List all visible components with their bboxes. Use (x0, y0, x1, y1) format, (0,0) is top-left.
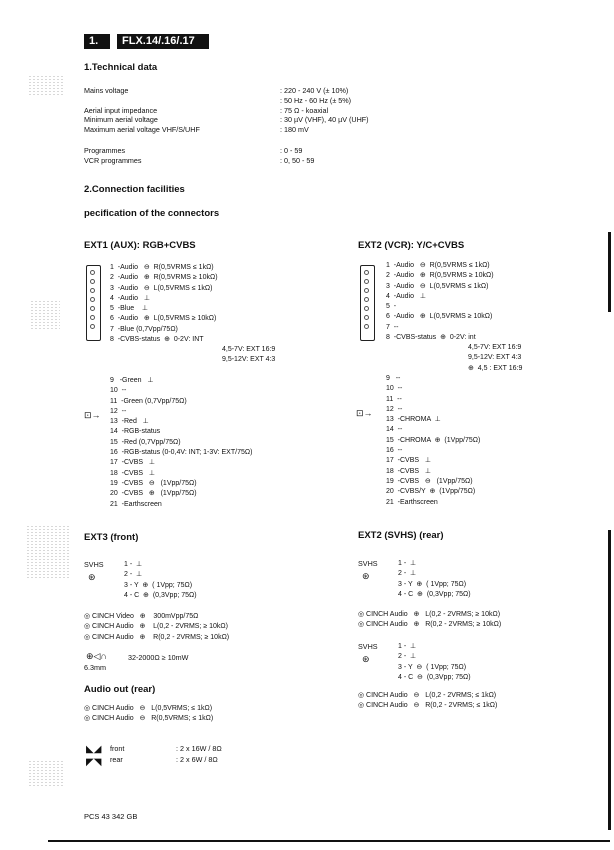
pin-row: 10 -- (110, 387, 127, 395)
pin-row: 6 -Audio ⊕ L(0,5VRMS ≥ 10kΩ) (386, 313, 493, 321)
ext1-status-extra (222, 345, 275, 366)
spec-value: : 50 Hz - 60 Hz (± 5%) (280, 96, 352, 105)
document-code: PCS 43 342 GB (84, 812, 138, 821)
scart-connector-icon (86, 265, 101, 341)
margin-bar (608, 232, 611, 312)
scan-noise (28, 75, 64, 97)
pin-row: 10 -- (386, 385, 403, 393)
ext1-title: EXT1 (AUX): RGB+CVBS (84, 240, 196, 251)
status-line: 4,5-7V: EXT 16:9 (468, 344, 522, 351)
spec-label: Aerial input impedance (84, 106, 158, 115)
headphone-size: 6.3mm (84, 663, 106, 672)
pin-row: 9 -Green ⊥ (110, 377, 154, 384)
spec-value: : 30 µV (VHF), 40 µV (UHF) (280, 115, 369, 124)
pin-row: 15 -CHROMA ⊕ (1Vpp/75Ω) (386, 436, 481, 444)
pin-row: 13 -Red ⊥ (110, 418, 149, 426)
pin-row: 21 -Earthscreen (110, 500, 162, 508)
pin-row: 1 -Audio ⊖ R(0,5VRMS ≤ 1kΩ) (110, 264, 214, 271)
pin-row: 20 -CVBS ⊕ (1Vpp/75Ω) (110, 490, 197, 498)
pin-row: 1 - ⊥ (124, 561, 143, 568)
pin-row: 4 - C ⊖ (0,3Vpp; 75Ω) (398, 673, 471, 681)
ext2-svhs-title: EXT2 (SVHS) (rear) (358, 530, 444, 541)
cinch-row: ◎ CINCH Audio ⊕ R(0,2 - 2VRMS; ≥ 10kΩ) (358, 621, 502, 629)
margin-bar (608, 530, 611, 830)
pin-row: 3 - Y ⊕ ( 1Vpp; 75Ω) (124, 581, 193, 589)
speaker-front-label: front (110, 744, 125, 753)
pin-row: 3 - Y ⊖ ( 1Vpp; 75Ω) (398, 663, 467, 671)
pin-row: 14 -- (386, 426, 403, 434)
status-line: 4,5-7V: EXT 16:9 (222, 346, 276, 353)
cinch-row: ◎ CINCH Audio ⊕ L(0,2 - 2VRMS; ≥ 10kΩ) (84, 623, 228, 631)
pin-row: 16 -RGB-status (0-0,4V: INT; 1-3V: EXT/75Ω) (110, 449, 253, 457)
ext2-status-extra (468, 343, 522, 374)
scan-noise (26, 525, 70, 580)
ext3-svhs-pins (124, 560, 197, 601)
speaker-rear-label: rear (110, 755, 123, 764)
pin-row: 15 -Red (0,7Vpp/75Ω) (110, 438, 181, 446)
pin-row: 12 -- (110, 407, 127, 415)
pin-row: 16 -- (386, 447, 403, 455)
speaker-front-icon: ◣◢ (86, 744, 102, 755)
spec-label: Programmes (84, 146, 126, 155)
spec-value: : 220 - 240 V (± 10%) (280, 86, 349, 95)
ext3-cinch-list (84, 612, 229, 643)
cinch-row: ◎ CINCH Audio ⊖ R(0,2 - 2VRMS; ≤ 1kΩ) (358, 702, 498, 710)
pin-row: 14 -RGB-status (110, 428, 161, 436)
pin-row: 11 -- (386, 395, 402, 403)
status-line: 9,5-12V: EXT 4:3 (468, 354, 522, 362)
ext2-svhs-pins (398, 559, 471, 600)
ext2-title: EXT2 (VCR): Y/C+CVBS (358, 240, 465, 251)
speaker-rear-icon: ◤◥ (86, 757, 102, 768)
section-subtitle: pecification of the connectors (84, 208, 220, 219)
pin-row: 8 -CVBS-status ⊕ 0-2V: int (386, 334, 476, 342)
svhs-socket-icon: ⊛ (362, 571, 370, 581)
pin-row: 20 -CVBS/Y ⊕ (1Vpp/75Ω) (386, 488, 476, 496)
scart-connector-icon (360, 265, 375, 341)
pin-row: 4 - C ⊕ (0,3Vpp; 75Ω) (124, 591, 197, 599)
pin-row: 9 -- (386, 375, 401, 382)
ext2-pins-bottom (386, 374, 480, 508)
svhs-socket-icon: ⊛ (88, 572, 96, 582)
svhs-label: SVHS (358, 559, 378, 568)
pin-row: 1 - ⊥ (398, 560, 417, 567)
ext2-pins-top (386, 261, 494, 343)
svhs-socket-icon: ⊛ (362, 654, 370, 664)
pin-row: 5 -Blue ⊥ (110, 305, 149, 313)
pin-row: 1 -Audio ⊖ R(0,5VRMS ≤ 1kΩ) (386, 262, 490, 269)
pin-row: 18 -CVBS ⊥ (110, 469, 156, 477)
section-title-connection: 2.Connection facilities (84, 184, 185, 195)
model-title: FLX.14/.16/.17 (122, 35, 195, 47)
pin-row: 7 -- (386, 323, 399, 331)
connector-symbol-icon: ⊡→ (84, 410, 101, 420)
pin-row: 7 -Blue (0,7Vpp/75Ω) (110, 325, 178, 333)
status-line: ⊕ 4,5 : EXT 16:9 (468, 364, 523, 372)
page-number: 1. (89, 35, 99, 47)
spec-value: : 0 - 59 (280, 146, 303, 155)
pin-row: 21 -Earthscreen (386, 498, 438, 506)
scan-noise (28, 760, 64, 786)
ext2-cinch2-list (358, 691, 497, 712)
spec-label: Maximum aerial voltage VHF/S/UHF (84, 125, 200, 134)
pin-row: 1 - ⊥ (398, 643, 417, 650)
pin-row: 17 -CVBS ⊥ (386, 457, 432, 465)
bottom-rule (48, 840, 610, 842)
cinch-row: ◎ CINCH Video ⊕ 300mVpp/75Ω (84, 613, 199, 620)
spec-value: : 180 mV (280, 125, 309, 134)
svhs-label-2: SVHS (358, 642, 378, 651)
cinch-row: ◎ CINCH Audio ⊖ R(0,5VRMS; ≤ 1kΩ) (84, 715, 214, 723)
audio-out-title: Audio out (rear) (84, 684, 156, 695)
model-box (117, 34, 209, 49)
pin-row: 17 -CVBS ⊥ (110, 459, 156, 467)
cinch-row: ◎ CINCH Audio ⊕ R(0,2 - 2VRMS; ≥ 10kΩ) (84, 633, 230, 641)
pin-row: 4 -Audio ⊥ (386, 292, 426, 300)
svhs-label: SVHS (84, 560, 104, 569)
headphone-spec: 32-2000Ω ≥ 10mW (128, 653, 189, 662)
pin-row: 4 - C ⊕ (0,3Vpp; 75Ω) (398, 590, 471, 598)
scan-noise (30, 300, 60, 330)
pin-row: 19 -CVBS ⊖ (1Vpp/75Ω) (386, 477, 473, 485)
spec-label: Mains voltage (84, 86, 129, 95)
ext2-svhs2-pins (398, 642, 471, 683)
pin-row: 6 -Audio ⊕ L(0,5VRMS ≥ 10kΩ) (110, 315, 217, 323)
section-title-technical: 1.Technical data (84, 62, 158, 73)
page-number-box (84, 34, 110, 49)
cinch-row: ◎ CINCH Audio ⊖ L(0,2 - 2VRMS; ≤ 1kΩ) (358, 692, 497, 699)
pin-row: 4 -Audio ⊥ (110, 294, 150, 302)
pin-row: 2 - ⊥ (398, 570, 417, 578)
ext1-pins-bottom (110, 376, 252, 510)
audio-out-cinch-list (84, 704, 213, 725)
ext3-title: EXT3 (front) (84, 532, 139, 543)
connector-symbol-icon: ⊡→ (356, 408, 373, 418)
speaker-rear-value: : 2 x 6W / 8Ω (176, 755, 218, 764)
spec-label: VCR programmes (84, 156, 142, 165)
cinch-row: ◎ CINCH Audio ⊕ L(0,2 - 2VRMS; ≥ 10kΩ) (358, 611, 501, 618)
pin-row: 3 -Audio ⊖ L(0,5VRMS ≤ 1kΩ) (386, 282, 489, 290)
pin-row: 18 -CVBS ⊥ (386, 467, 432, 475)
cinch-row: ◎ CINCH Audio ⊖ L(0,5VRMS; ≤ 1kΩ) (84, 705, 213, 712)
pin-row: 19 -CVBS ⊖ (1Vpp/75Ω) (110, 479, 197, 487)
status-line: 9,5-12V: EXT 4:3 (222, 356, 276, 364)
spec-value: : 0, 50 - 59 (280, 156, 315, 165)
pin-row: 13 -CHROMA ⊥ (386, 416, 441, 424)
pin-row: 2 - ⊥ (124, 571, 143, 579)
pin-row: 5 - (386, 303, 397, 311)
spec-value: : 75 Ω - koaxial (280, 106, 329, 115)
pin-row: 2 -Audio ⊕ R(0,5VRMS ≥ 10kΩ) (386, 272, 494, 280)
spec-label: Minimum aerial voltage (84, 115, 158, 124)
pin-row: 3 -Audio ⊖ L(0,5VRMS ≤ 1kΩ) (110, 284, 213, 292)
ext2-cinch-list (358, 610, 501, 631)
speaker-front-value: : 2 x 16W / 8Ω (176, 744, 222, 753)
pin-row: 3 - Y ⊕ ( 1Vpp; 75Ω) (398, 580, 467, 588)
pin-row: 12 -- (386, 405, 403, 413)
pin-row: 11 -Green (0,7Vpp/75Ω) (110, 397, 187, 405)
pin-row: 8 -CVBS-status ⊕ 0-2V: INT (110, 336, 204, 344)
pin-row: 2 -Audio ⊕ R(0,5VRMS ≥ 10kΩ) (110, 274, 218, 282)
pin-row: 2 - ⊥ (398, 653, 417, 661)
headphone-icon: ⊕◁∩ (86, 651, 107, 661)
ext1-pins-top (110, 263, 218, 345)
